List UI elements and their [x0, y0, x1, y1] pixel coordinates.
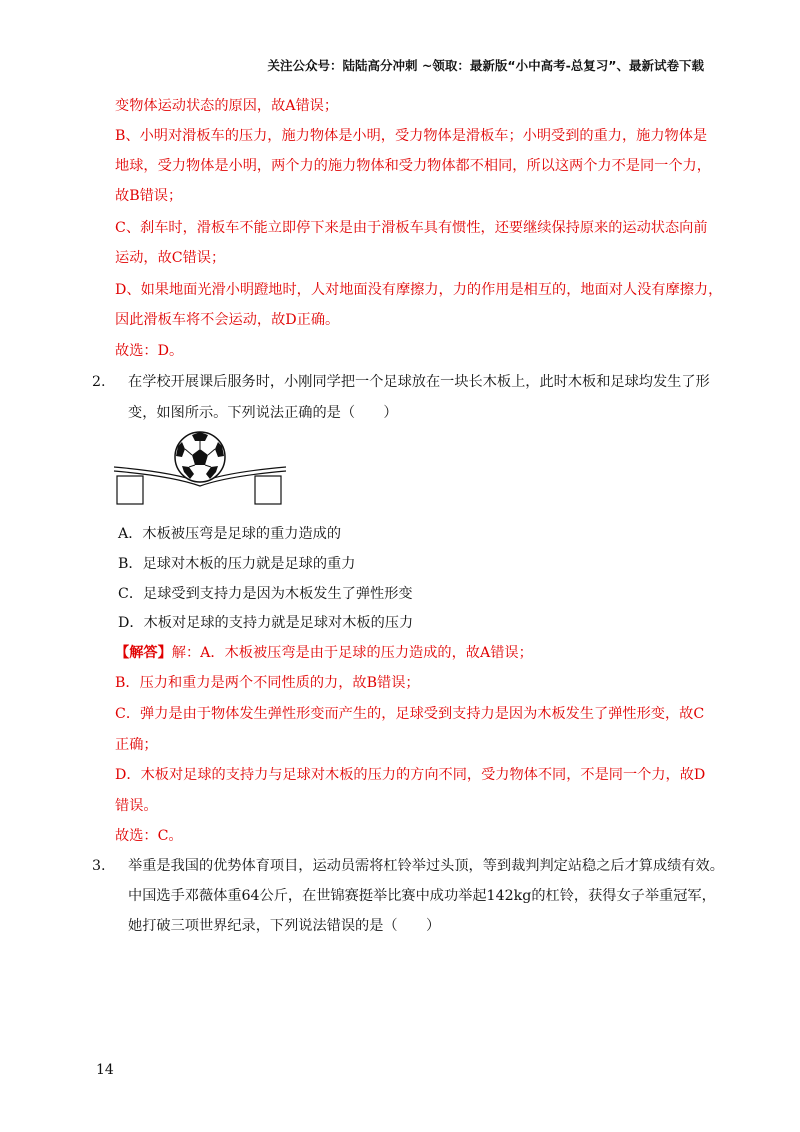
page-header: 关注公众号：陆陆高分冲刺 ~领取：最新版“小中高考-总复习”、最新试卷下载 — [267, 58, 704, 73]
q2-solution-first-line — [115, 643, 533, 663]
football-icon — [175, 432, 225, 482]
q3-stem-line: 举重是我国的优势体育项目，运动员需将杠铃举过头顶，等到裁判判定站稳之后才算成绩有效。 — [128, 858, 724, 874]
q2-solution-line: 正确； — [115, 737, 158, 753]
q1-solution-line: 地球，受力物体是小明，两个力的施力物体和受力物体都不相同，所以这两个力不是同一个力， — [115, 158, 711, 174]
q2-solution-line: B．压力和重力是两个不同性质的力，故B错误； — [115, 675, 420, 691]
q1-solution-line: B、小明对滑板车的压力，施力物体是小明，受力物体是滑板车；小明受到的重力，施力物体是 — [115, 128, 708, 144]
right-support-block — [255, 476, 281, 504]
q2-solution-line: C．弹力是由于物体发生弹性形变而产生的，足球受到支持力是因为木板发生了弹性形变，故C — [115, 706, 705, 722]
q3-number: 3. — [92, 858, 106, 874]
q2-option-a: A．木板被压弯是足球的重力造成的 — [118, 526, 342, 542]
q1-solution-line: 变物体运动状态的原因，故A错误； — [115, 98, 339, 114]
q2-option-b: B．足球对木板的压力就是足球的重力 — [118, 556, 356, 572]
q1-solution-line: C、刹车时，滑板车不能立即停下来是由于滑板车具有惯性，还要继续保持原来的运动状态向前 — [115, 220, 708, 236]
q1-solution-line: D、如果地面光滑小明蹬地时，人对地面没有摩擦力，力的作用是相互的，地面对人没有摩擦力， — [115, 282, 723, 298]
page-number: 14 — [96, 1062, 114, 1078]
q1-solution-line: 因此滑板车将不会运动，故D正确。 — [115, 312, 340, 328]
q2-stem-line: 在学校开展课后服务时，小刚同学把一个足球放在一块长木板上，此时木板和足球均发生了形 — [128, 374, 710, 390]
q2-option-c: C．足球受到支持力是因为木板发生了弹性形变 — [118, 586, 413, 602]
q2-solution-line: D．木板对足球的支持力与足球对木板的压力的方向不同，受力物体不同，不是同一个力，故D — [115, 767, 706, 783]
q1-solution-line: 故B错误； — [115, 188, 183, 204]
left-support-block — [117, 476, 143, 504]
q2-solution-line: 错误。 — [115, 798, 158, 814]
q2-option-d: D．木板对足球的支持力就是足球对木板的压力 — [118, 615, 414, 631]
q1-solution-line: 运动，故C错误； — [115, 250, 226, 266]
q2-stem-line: 变，如图所示。下列说法正确的是（ ） — [128, 405, 398, 421]
q2-solution-line: 解：A．木板被压弯是由于足球的压力造成的，故A错误； — [171, 645, 533, 661]
q1-answer: 故选：D。 — [115, 343, 184, 359]
q2-answer: 故选：C。 — [115, 828, 183, 844]
q3-stem-line: 她打破三项世界纪录，下列说法错误的是（ ） — [128, 918, 441, 934]
q3-stem-line: 中国选手邓薇体重64公斤，在世锦赛挺举比赛中成功举起142kg的杠铃，获得女子举重冠军， — [128, 888, 716, 904]
q2-number: 2. — [92, 374, 106, 390]
solution-tag: 【解答】 — [115, 645, 172, 661]
football-on-board-figure — [112, 430, 288, 510]
